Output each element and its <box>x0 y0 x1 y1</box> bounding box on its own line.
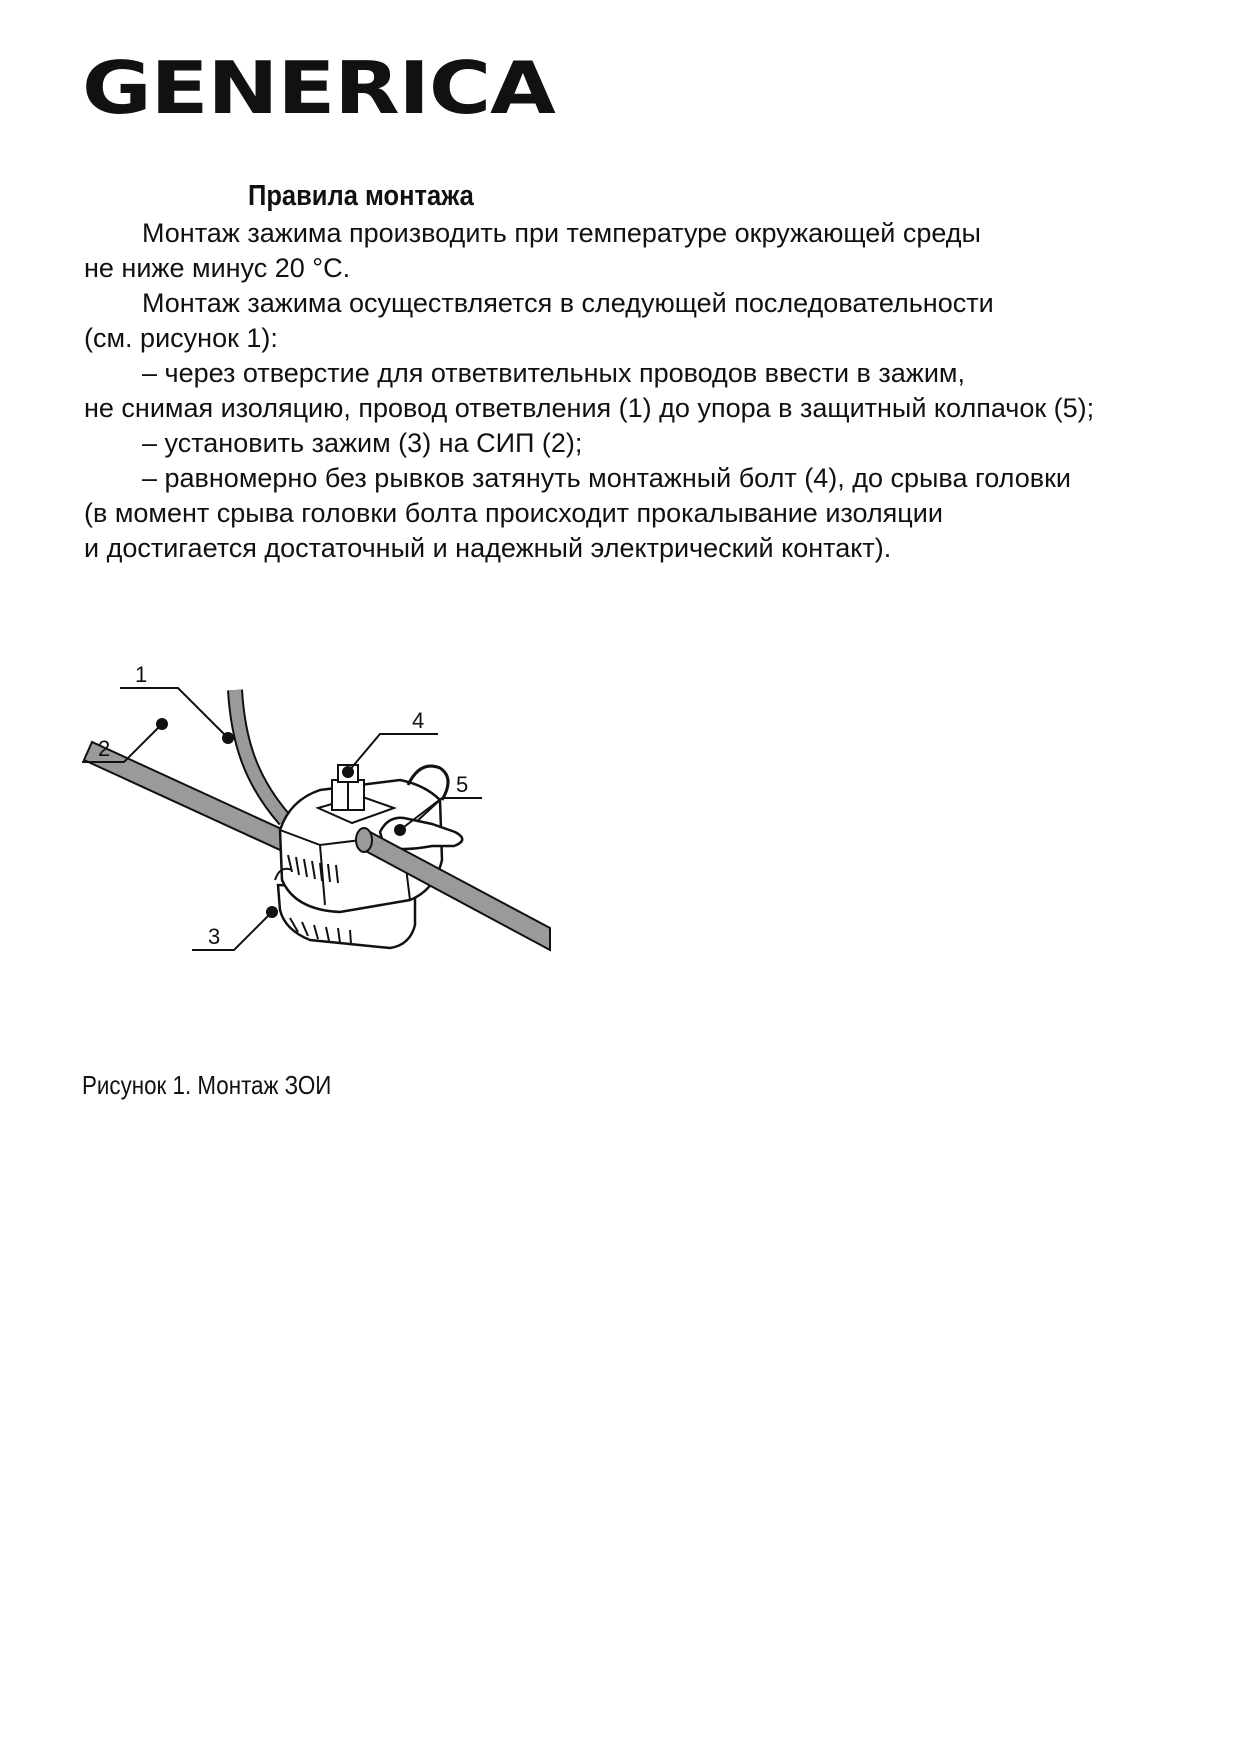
text-line: (см. рисунок 1): <box>84 323 278 353</box>
callout-label-5: 5 <box>456 772 469 797</box>
text-line: Монтаж зажима осуществляется в следующей последовательности <box>142 288 994 318</box>
figure-caption: Рисунок 1. Монтаж ЗОИ <box>82 1070 332 1100</box>
text-line: – равномерно без рывков затянуть монтажный болт (4), до срыва головки <box>142 463 1071 493</box>
callout-label-2: 2 <box>98 736 111 761</box>
instructions-text <box>84 216 1204 566</box>
brand-logo: GENERICA <box>82 46 555 130</box>
text-line: не снимая изоляцию, провод ответвления (1) до упора в защитный колпачок (5); <box>84 393 1095 423</box>
text-line: не ниже минус 20 °С. <box>84 253 351 283</box>
callout-label-4: 4 <box>412 708 425 733</box>
text-line: (в момент срыва головки болта происходит прокалывание изоляции <box>84 498 943 528</box>
section-heading: Правила монтажа <box>248 180 474 212</box>
callout-label-1: 1 <box>135 662 148 687</box>
callout-label-3: 3 <box>208 924 221 949</box>
text-line: – через отверстие для ответвительных проводов ввести в зажим, <box>142 358 965 388</box>
leader-1 <box>120 662 234 744</box>
leader-3 <box>192 906 278 950</box>
clamp-drawing <box>70 660 650 1040</box>
text-line: Монтаж зажима производить при температуре окружающей среды <box>142 218 981 248</box>
clamp-installation-figure <box>70 660 650 1040</box>
text-line: – установить зажим (3) на СИП (2); <box>142 428 583 458</box>
text-line: и достигается достаточный и надежный электрический контакт). <box>84 533 892 563</box>
